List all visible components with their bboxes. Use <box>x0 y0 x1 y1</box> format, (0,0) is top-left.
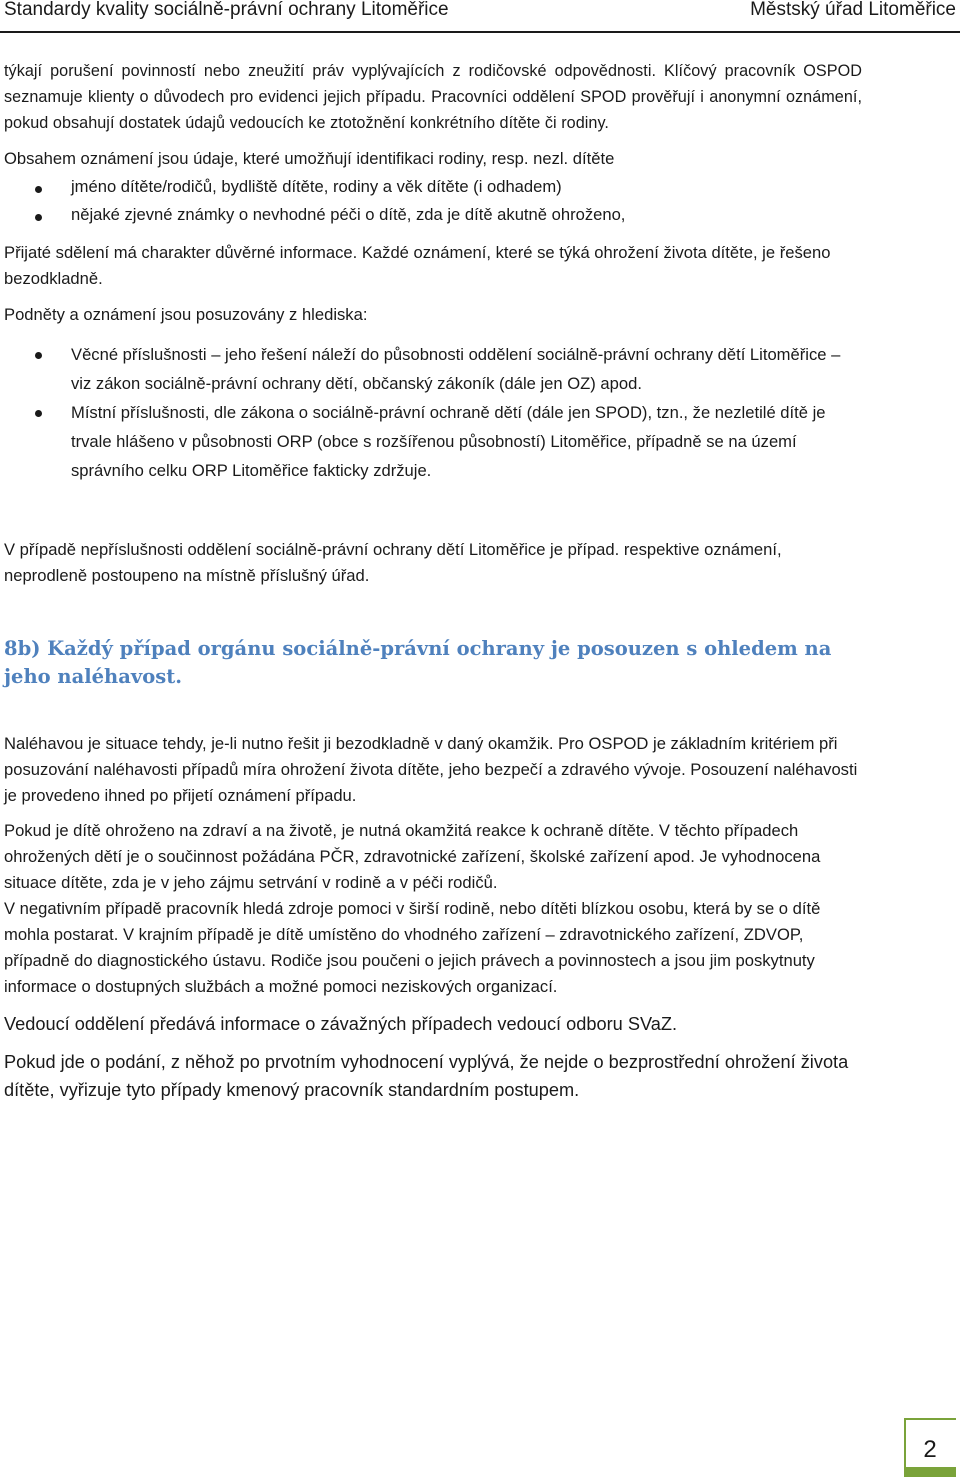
header-organization: Městský úřad Litoměřice <box>750 0 956 20</box>
paragraph-jurisdiction: V případě nepříslušnosti oddělení sociálně-právní ochrany dětí Litoměřice je případ. respektive oznámení, neprodleně postoupeno na místně příslušný úřad. <box>4 540 782 585</box>
list-item-text: Místní příslušnosti, dle zákona o sociálně-právní ochraně dětí (dále jen SPOD), tzn., že nezletilé dítě je trvale hlášeno v působnosti ORP (obce s rozšířenou působností) Litoměřice, případně se na území správního celku ORP Litoměřice fakticky zdržuje. <box>71 403 826 480</box>
paragraph-criteria: Podněty a oznámení jsou posuzovány z hlediska: <box>4 305 368 324</box>
page-number: 2 <box>923 1436 937 1463</box>
page-header <box>0 0 960 34</box>
paragraph-confidential: Přijaté sdělení má charakter důvěrné informace. Každé oznámení, které se týká ohrožení života dítěte, je řešeno bezodkladně. <box>4 243 831 288</box>
list-item-text: jméno dítěte/rodičů, bydliště dítěte, rodiny a věk dítěte (i odhadem) <box>71 177 562 196</box>
header-title: Standardy kvality sociálně-právní ochrany Litoměřice <box>4 0 449 20</box>
page-number-band <box>904 1467 956 1477</box>
document-body <box>4 58 862 1104</box>
list-item <box>4 174 862 200</box>
paragraph-standard-procedure: Pokud jde o podání, z něhož po prvotním vyhodnocení vyplývá, že nejde o bezprostřední ohrožení života dítěte, vyřizuje tyto případy kmenový pracovník standardním postupem. <box>4 1052 849 1100</box>
criteria-list <box>4 340 862 485</box>
list-item <box>4 202 862 228</box>
list-item-text: nějaké zjevné známky o nevhodné péči o dítě, zda je dítě akutně ohroženo, <box>71 205 626 224</box>
header-divider <box>0 31 960 33</box>
list-item <box>4 340 862 398</box>
bullet-icon <box>35 186 42 193</box>
paragraph-urgency: Naléhavou je situace tehdy, je-li nutno řešit ji bezodkladně v daný okamžik. Pro OSPOD je základním kritériem při posuzování naléhavosti případů míra ohrožení života dítěte, jeho bezpečí a zdravého vývoje. Posouzení naléhavosti je provedeno ihned po přijetí oznámení případu. <box>4 734 858 805</box>
paragraph-reporting: Vedoucí oddělení předává informace o závažných případech vedoucí odboru SVaZ. <box>4 1014 678 1034</box>
paragraph-notice-content: Obsahem oznámení jsou údaje, které umožňují identifikaci rodiny, resp. nezl. dítěte <box>4 149 615 168</box>
section-heading: 8b) Každý případ orgánu sociálně-právní ochrany je posouzen s ohledem na jeho naléhavost. <box>4 637 832 688</box>
list-item <box>4 398 862 485</box>
paragraph-negative-case: V negativním případě pracovník hledá zdroje pomoci v širší rodině, nebo dítěti blízkou osobu, která by se o dítě mohla postarat. V krajním případě je dítě umístěno do vhodného zařízení – zdravotnického zařízení, ZDVOP, případně do diagnostického ústavu. Rodiče jsou poučeni o jejich právech a povinnostech a jsou jim poskytnuty informace o dostupných službách a možné pomoci neziskových organizací. <box>4 899 821 996</box>
paragraph-immediate-reaction: Pokud je dítě ohroženo na zdraví a na životě, je nutná okamžitá reakce k ochraně dítěte. V těchto případech ohrožených dětí je o součinnost požádána PČR, zdravotnické zařízení, školské zařízení apod. Je vyhodnocena situace dítěte, zda je v jeho zájmu setrvání v rodině a v péči rodičů. <box>4 821 821 892</box>
bullet-icon <box>35 352 42 359</box>
bullet-icon <box>35 214 42 221</box>
list-item-text: Věcné příslušnosti – jeho řešení náleží do působnosti oddělení sociálně-právní ochrany dětí Litoměřice – viz zákon sociálně-právní ochrany dětí, občanský zákoník (dále jen OZ) apod. <box>71 345 841 393</box>
bullet-icon <box>35 410 42 417</box>
paragraph-evidence: týkají porušení povinností nebo zneužití práv vyplývajících z rodičovské odpovědnosti. Klíčový pracovník OSPOD seznamuje klienty o důvodech pro evidenci jejich případu. Pracovníci oddělení SPOD prověřují i anonymní oznámení, pokud obsahují dostatek údajů vedoucích ke ztotožnění konkrétního dítěte či rodiny. <box>4 62 862 132</box>
identification-list <box>4 174 862 228</box>
